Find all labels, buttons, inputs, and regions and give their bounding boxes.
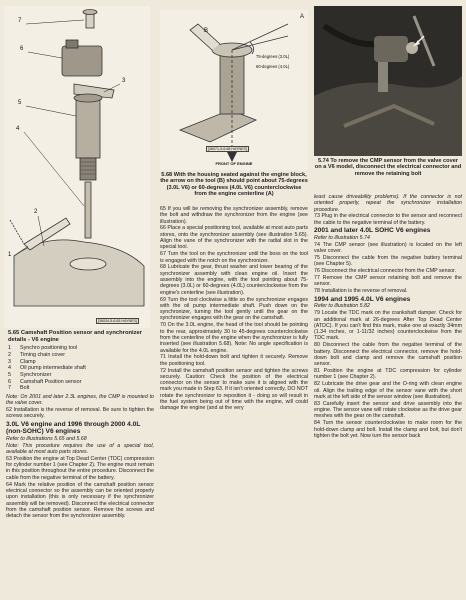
synchronizer-exploded-drawing bbox=[4, 6, 150, 328]
figure-5-65-caption bbox=[8, 330, 154, 392]
paragraph-68: 68 Lubricate the gear, thrust washer and lower bearing of the synchronizer assembly with clean engine oil. Insert the assembly into the engine, with the tool pointing about 75-degrees (3.0L) or 60-degrees (4.0L) counterclockwise from the engine's centerline (see illustration). bbox=[160, 264, 308, 296]
paragraph-79: 79 Locate the TDC mark on the crankshaft damper. Check for an additional mark at 26-degrees After Top Dead Center (ATDC). If you can't find this mark, make one at exactly 34mm (1.34 inches, or 1-11/32 inches) counterclockwise from the TDC mark. bbox=[314, 310, 462, 342]
paragraph-77: 77 Remove the CMP sensor retaining bolt and remove the sensor. bbox=[314, 275, 462, 288]
paragraph-67: 67 Turn the tool on the synchronizer until the boss on the tool is engaged with the notch on the synchronizer. bbox=[160, 251, 308, 264]
callout-4: 4 bbox=[16, 126, 20, 132]
paragraph-62: 62 Installation is the reverse of removal. Be sure to tighten the screws securely. bbox=[6, 407, 154, 420]
paragraph-70: 70 On the 3.0L engine, the head of the tool should be pointing to the rear, approximately 30 to 45-degrees counterclockwise from the centerline of the engine when the synchronizer is fully inserted (see illustration 5.68). Note: No angle specification is available for the 4.0L engine. bbox=[160, 322, 308, 354]
figure-tag: [36034-5-6.65 HAYNES] bbox=[98, 319, 137, 323]
paragraph-73: 73 Plug in the electrical connector to the sensor and reconnect the cable to the negative terminal of the battery. bbox=[314, 213, 462, 226]
note: Note: On 2001 and later 2.3L engines, the CMP is mounted to the valve cover. bbox=[6, 394, 154, 407]
callout-2: 2 bbox=[34, 209, 38, 215]
note-special-tool: Note: This procedure requires the use of a special tool, available at most auto parts stores. bbox=[6, 442, 154, 455]
paragraph-83: 83 Carefully insert the sensor and drive assembly into the engine. The sensor vane will rotate clockwise as the drive gear meshes with the gear on the camshaft. bbox=[314, 400, 462, 420]
paragraph-63: 63 Position the engine at Top Dead Center (TDC) compression for cylinder number 1 (see Chapter 2). The engine must remain in this position throughout the entire procedure. Disconnect the cable from the negative terminal of the battery. bbox=[6, 455, 154, 481]
paragraph-66: 66 Place a special positioning tool, available at most auto parts stores, onto the synchronizer assembly (see illustration 5.65). Align the vane of the synchronizer with the radial slot in the special tool. bbox=[160, 225, 308, 251]
figure-5-68 bbox=[160, 10, 308, 170]
callout-6: 6 bbox=[20, 46, 24, 52]
caption-title: 5.65 Camshaft Position sensor and synchronizer details - V6 engine bbox=[8, 330, 143, 343]
paragraph-75: 75 Disconnect the cable from the negative battery terminal (see Chapter 5). bbox=[314, 254, 462, 268]
paragraph-76: 76 Disconnect the electrical connector from the CMP sensor. bbox=[314, 268, 457, 275]
section-heading-2001: 2001 and later 4.0L SOHC V6 engines bbox=[314, 227, 431, 235]
paragraph-74: 74 The CMP sensor (see illustration) is located on the left valve cover. bbox=[314, 241, 462, 255]
paragraph-72: 72 Install the camshaft position sensor and tighten the screws securely. Caution: Check the position of the electrical connector on the sensor to make sure it is aligned with the mark you made in Step 63. If it isn't oriented correctly, DO NOT rotate the synchronizer to reposition it - doing so will result in the fuel system being out of time with the engine, will could damage the engine (and at the very bbox=[160, 367, 308, 412]
paragraph-81: 81 Position the engine at TDC compression for cylinder number 1 (see Chapter 2). bbox=[314, 368, 462, 381]
refer-line: Refer to illustrations 5.65 and 5.68 bbox=[6, 435, 87, 442]
figure-5-74-caption: 5.74 To remove the CMP sensor from the valve cover on a V6 model, disconnect the electrical connector and remove the retaining bolt bbox=[314, 158, 462, 177]
figure-5-68-caption: 5.68 With the housing seated against the engine block, the arrow on the tool (B) should point about 75-degrees (3.0L V6) or 60-degrees (4.0L V6) counterclockwise from the engine centerline (A) bbox=[160, 172, 308, 198]
column-1-text bbox=[6, 394, 154, 520]
callout-a: A bbox=[300, 14, 305, 20]
figure-5-74-photo bbox=[314, 6, 462, 156]
callout-7: 7 bbox=[18, 18, 22, 24]
paragraph-78: 78 Installation is the reverse of removal. bbox=[314, 288, 408, 295]
paragraph-65: 65 If you will be removing the synchronizer assembly, remove the bolt and withdraw the synchronizer from the engine (see illustration). bbox=[160, 206, 308, 225]
figure-tag: [36071-5-6.68 HAYNES] bbox=[208, 147, 247, 151]
column-3-text bbox=[314, 194, 462, 440]
callout-b: B bbox=[204, 28, 209, 34]
label-75-degrees: 75-degrees (3.0L) bbox=[256, 54, 290, 59]
legend-item: 6 Camshaft Position sensor bbox=[8, 378, 82, 385]
figure-5-65 bbox=[4, 6, 150, 328]
callout-1: 1 bbox=[8, 252, 12, 258]
column-2-text bbox=[160, 206, 308, 412]
paragraph-69: 69 Turn the tool clockwise a little so the synchronizer engages with the oil pump intermediate shaft. Push down on the synchronizer, turning the tool gently until the gear on the synchronizer engages with the gear on the camshaft. bbox=[160, 296, 308, 322]
legend-item: 4 Oil pump intermediate shaft bbox=[8, 365, 86, 372]
section-heading-1994: 1994 and 1995 4.0L V6 engines bbox=[314, 295, 411, 303]
paragraph-82: 82 Lubricate the drive gear and the O-ring with clean engine oil. Align the trailing edge of the sensor vane with the short mark at the left side of the sensor window (see illustration). bbox=[314, 381, 462, 400]
continued-text: least cause driveability problems). If the connector is not oriented properly, repeat the synchronizer installation procedure. bbox=[314, 194, 462, 213]
callout-3: 3 bbox=[122, 78, 126, 84]
refer-line-574: Refer to illustration 5.74 bbox=[314, 234, 370, 241]
section-heading: 3.0L V6 engine and 1996 through 2000 4.0L (non-SOHC) V6 engines bbox=[6, 420, 141, 435]
paragraph-71: 71 Install the hold-down bolt and tighten it securely. Remove the positioning tool. bbox=[160, 354, 308, 367]
legend-item: 1 Synchro positioning tool bbox=[8, 345, 78, 352]
paragraph-80: 80 Disconnect the cable from the negative terminal of the battery. Disconnect the electrical connector, remove the hold-down bolt and clamp and remove the camshaft position sensor. bbox=[314, 342, 462, 368]
label-60-degrees: 60-degrees (4.0L) bbox=[256, 64, 290, 69]
callout-5: 5 bbox=[18, 100, 22, 106]
label-front-of-engine: FRONT OF ENGINE bbox=[215, 161, 253, 166]
legend-item: 3 Clamp bbox=[8, 358, 36, 365]
paragraph-64: 64 Mark the relative position of the camshaft position sensor electrical connector so the assembly can be oriented properly upon installation (this is only necessary if the synchronizer assembly will be removed). Disconnect the electrical connector from the camshaft position sensor. Remove the screws and detach the sensor from the synchronizer assembly. bbox=[6, 481, 154, 520]
legend-item: 2 Timing chain cover bbox=[8, 351, 66, 358]
paragraph-84: 84 Turn the sensor counterclockwise to make room for the hold-down clamp and bolt. Install the clamp and bolt, but don't tighten the bolt yet. Now turn the sensor back bbox=[314, 420, 462, 439]
legend-item: 5 Synchronizer bbox=[8, 372, 52, 378]
engine-photo bbox=[314, 6, 462, 156]
refer-line-582: Refer to illustration 5.82 bbox=[314, 303, 370, 310]
legend-item: 7 Bolt bbox=[8, 385, 30, 392]
